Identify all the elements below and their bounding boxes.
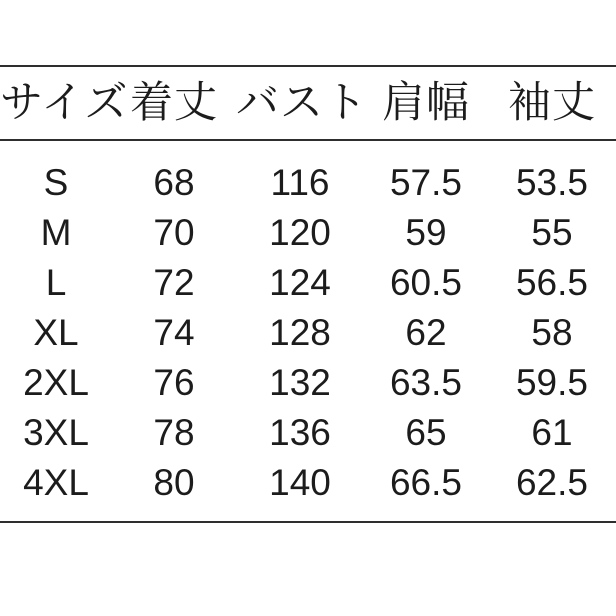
size-label: M [40, 212, 72, 253]
table-row [0, 458, 616, 508]
table-bottom-rule [0, 521, 616, 523]
size-label: S [43, 162, 69, 203]
table-body [0, 158, 616, 508]
table-row [0, 258, 616, 308]
cell-value: 60.5 [389, 262, 462, 303]
cell-value: 68 [153, 162, 195, 203]
cell-value: 62 [405, 312, 447, 353]
cell-value: 124 [269, 262, 331, 303]
table-row [0, 408, 616, 458]
size-label: 3XL [23, 412, 89, 453]
cell-value: 63.5 [389, 362, 462, 403]
cell-value: 53.5 [515, 162, 588, 203]
column-header: 袖丈 [508, 79, 596, 127]
cell-value: 140 [269, 462, 331, 503]
cell-value: 70 [153, 212, 195, 253]
cell-value: 66.5 [389, 462, 462, 503]
size-label: XL [33, 312, 79, 353]
cell-value: 57.5 [389, 162, 462, 203]
table-header-row [0, 67, 616, 139]
cell-value: 62.5 [515, 462, 588, 503]
cell-value: 76 [153, 362, 195, 403]
table-row [0, 158, 616, 208]
table-row [0, 308, 616, 358]
cell-value: 78 [153, 412, 195, 453]
cell-value: 116 [270, 162, 330, 203]
column-header: バスト [236, 79, 368, 127]
size-label: L [45, 262, 67, 303]
cell-value: 58 [531, 312, 573, 353]
cell-value: 55 [531, 212, 573, 253]
table-header-divider-rule [0, 139, 616, 141]
cell-value: 61 [531, 412, 573, 453]
cell-value: 128 [269, 312, 331, 353]
size-label: 4XL [23, 462, 89, 503]
cell-value: 136 [269, 412, 331, 453]
column-header: 着丈 [130, 79, 218, 127]
cell-value: 80 [153, 462, 195, 503]
cell-value: 74 [153, 312, 195, 353]
cell-value: 59 [405, 212, 447, 253]
cell-value: 59.5 [515, 362, 588, 403]
cell-value: 65 [405, 412, 447, 453]
table-row [0, 208, 616, 258]
cell-value: 132 [269, 362, 331, 403]
cell-value: 72 [153, 262, 195, 303]
column-header: サイズ [0, 79, 129, 127]
size-label: 2XL [23, 362, 89, 403]
column-header: 肩幅 [382, 79, 470, 127]
table-row [0, 358, 616, 408]
cell-value: 120 [269, 212, 331, 253]
cell-value: 56.5 [515, 262, 588, 303]
